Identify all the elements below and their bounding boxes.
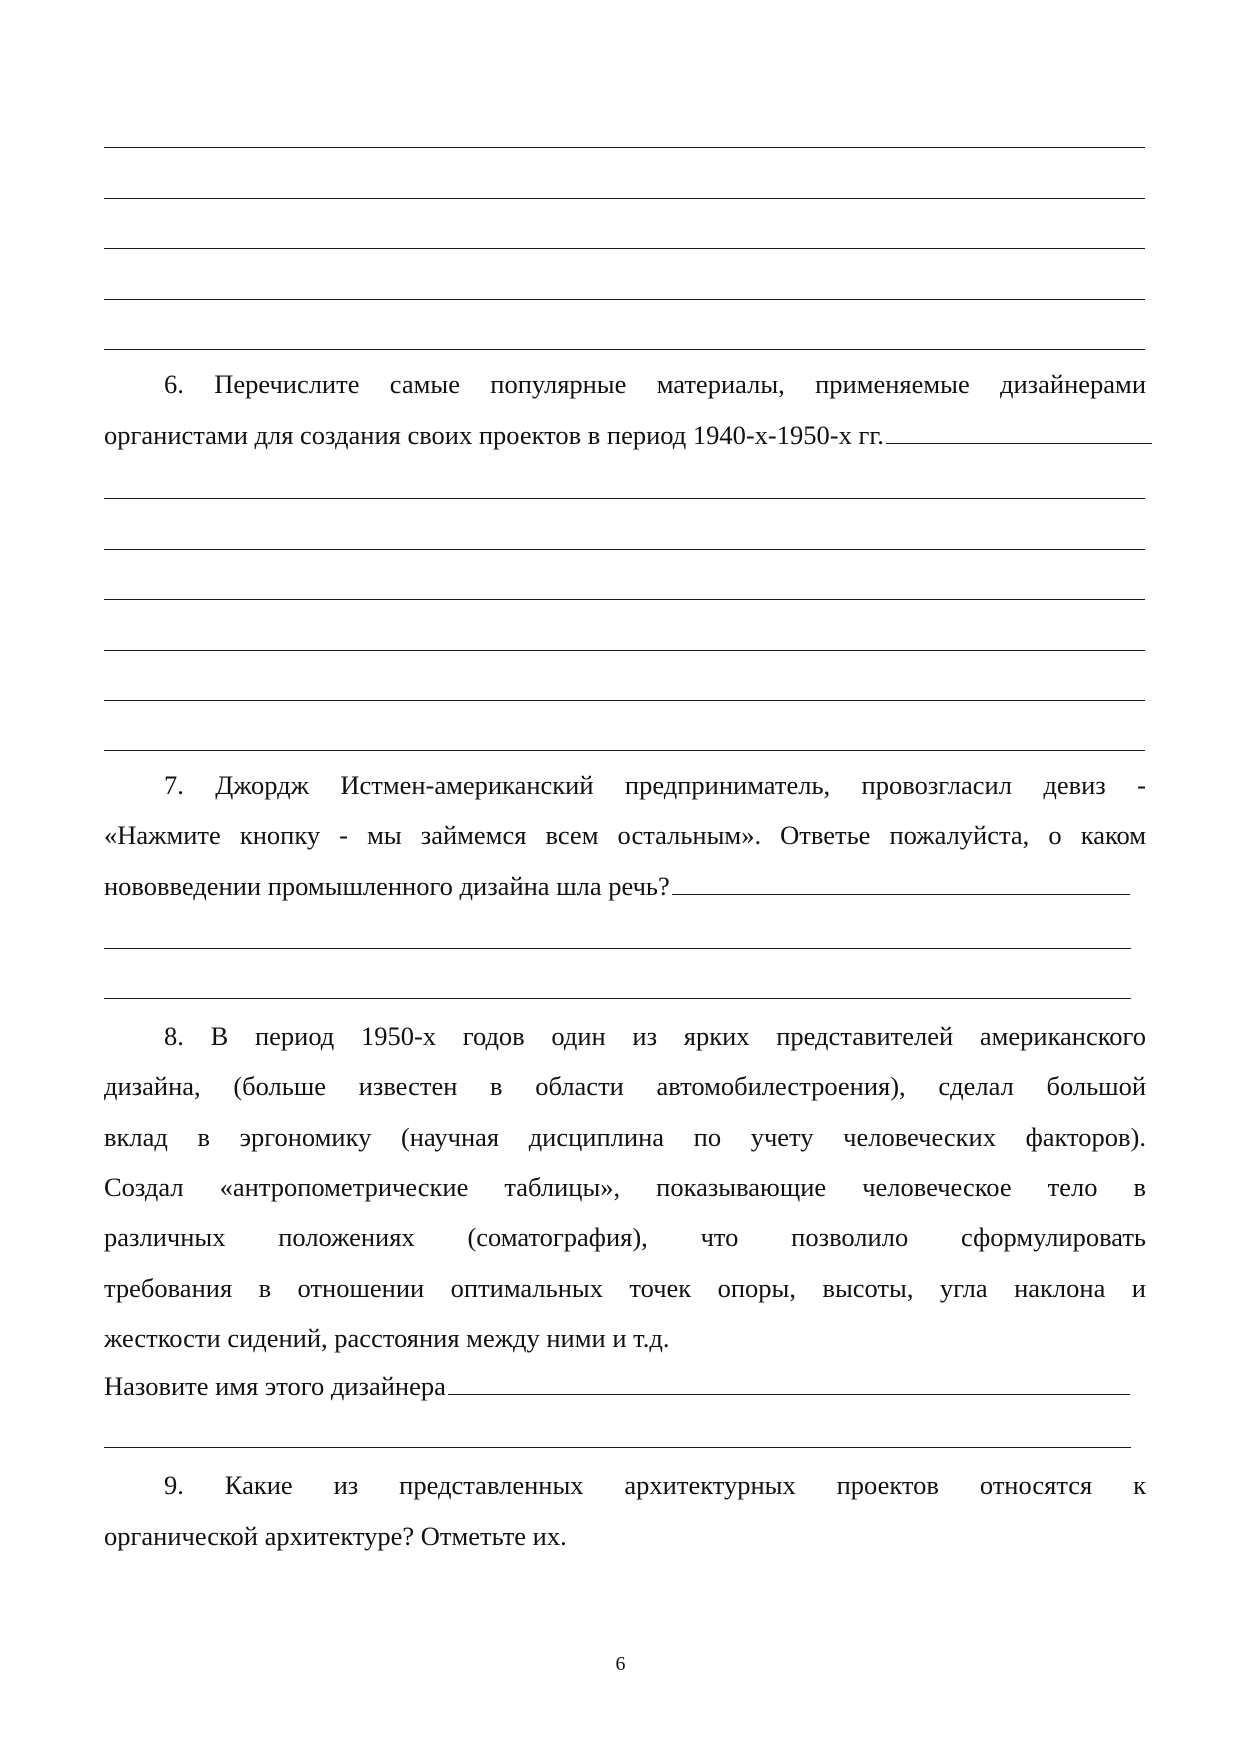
question-8-line-6: требования в отношении оптимальных точек опоры, высоты, угла наклона и — [104, 1273, 1146, 1303]
question-6-line-2 — [104, 419, 1152, 451]
answer-blank[interactable] — [672, 872, 1130, 895]
question-8-prompt-line — [104, 1370, 1130, 1402]
answer-line[interactable] — [104, 599, 1145, 600]
answer-line[interactable] — [104, 948, 1131, 949]
answer-blank[interactable] — [448, 1372, 1130, 1395]
answer-line[interactable] — [104, 248, 1145, 249]
question-8-prompt: Назовите имя этого дизайнера — [104, 1371, 446, 1401]
question-7-line-3 — [104, 870, 1130, 902]
answer-blank[interactable] — [886, 421, 1152, 444]
question-6-text: органистами для создания своих проектов в период 1940-х-1950-х гг. — [104, 420, 884, 450]
question-7-text: нововведении промышленного дизайна шла речь? — [104, 871, 670, 901]
page-number: 6 — [615, 1653, 626, 1675]
question-7-line-1: 7. Джордж Истмен-американский предприниматель, провозгласил девиз - — [164, 770, 1146, 800]
answer-line[interactable] — [104, 1447, 1131, 1448]
question-9-line-1: 9. Какие из представленных архитектурных проектов относятся к — [164, 1470, 1146, 1500]
question-8-line-4: Создал «антропометрические таблицы», показывающие человеческое тело в — [104, 1172, 1146, 1202]
question-8-line-5: различных положениях (соматография), что позволило сформулировать — [104, 1222, 1146, 1252]
answer-line[interactable] — [104, 650, 1145, 651]
answer-line[interactable] — [104, 549, 1145, 550]
question-9-line-2: органической архитектуре? Отметьте их. — [104, 1521, 567, 1551]
question-8-line-2: дизайна, (больше известен в области автомобилестроения), сделал большой — [104, 1071, 1146, 1101]
question-6-line-1: 6. Перечислите самые популярные материалы, применяемые дизайнерами — [164, 369, 1146, 399]
answer-line[interactable] — [104, 299, 1145, 300]
question-8-line-3: вклад в эргономику (научная дисциплина по учету человеческих факторов). — [104, 1122, 1146, 1152]
answer-line[interactable] — [104, 998, 1131, 999]
answer-line[interactable] — [104, 349, 1145, 350]
answer-line[interactable] — [104, 498, 1145, 499]
question-8-line-7: жесткости сидений, расстояния между ними и т.д. — [104, 1323, 670, 1353]
answer-line[interactable] — [104, 198, 1145, 199]
answer-line[interactable] — [104, 750, 1145, 751]
question-8-line-1: 8. В период 1950-х годов один из ярких представителей американского — [164, 1021, 1146, 1051]
question-7-line-2: «Нажмите кнопку - мы займемся всем остальным». Ответье пожалуйста, о каком — [104, 820, 1146, 850]
answer-line[interactable] — [104, 147, 1145, 148]
answer-line[interactable] — [104, 700, 1145, 701]
